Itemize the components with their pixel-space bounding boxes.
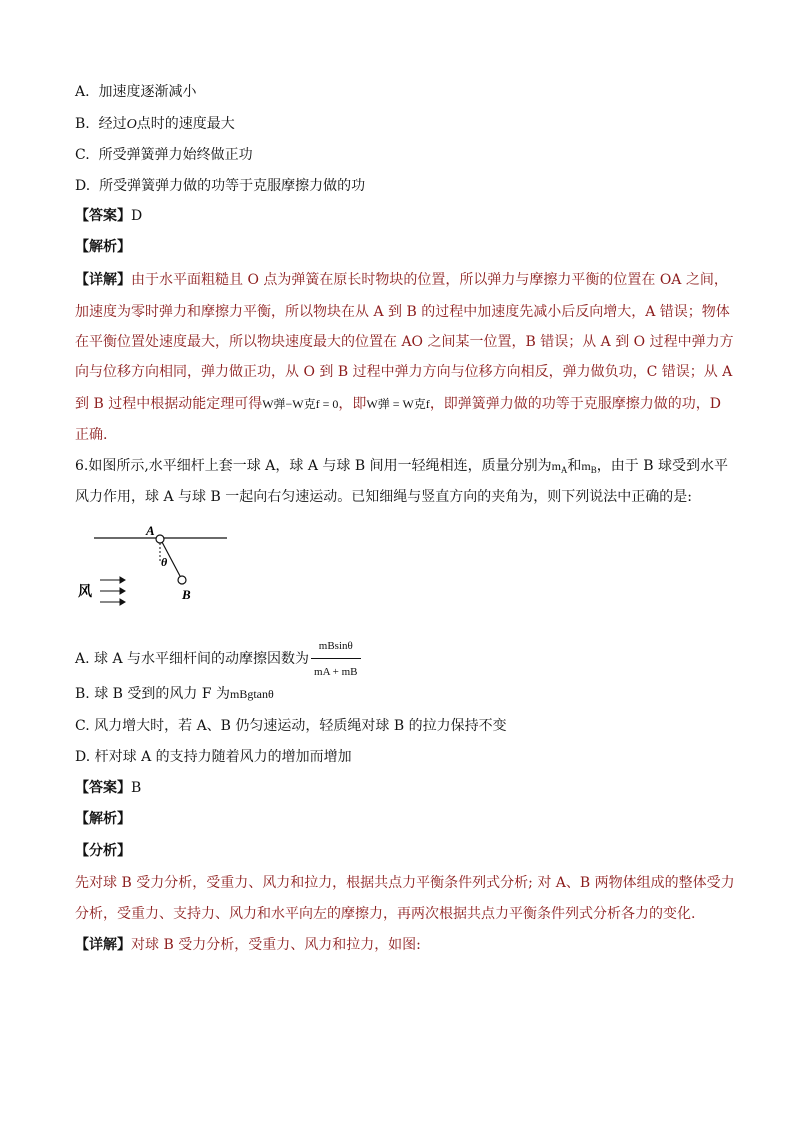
q6-option-d: D. 杆对球 A 的支持力随着风力的增加而增加 bbox=[75, 749, 352, 765]
q6-fenxi-tag: 【分析】 bbox=[75, 843, 131, 859]
q6-answer-tag: 【答案】 bbox=[75, 780, 131, 796]
q6-analysis-tag: 【解析】 bbox=[75, 811, 131, 827]
label-b: B bbox=[182, 587, 191, 602]
q6-answer-line bbox=[75, 778, 141, 798]
label-theta: θ bbox=[161, 555, 168, 569]
ball-b bbox=[178, 576, 186, 584]
detail-line-2: 加速度为零时弹力和摩擦力平衡，所以物块在从 A 到 B 的过程中加速度先减小后反向增大，A 错误；物体 bbox=[75, 304, 730, 320]
mass-a: $m_A$ bbox=[551, 459, 568, 475]
answer-tag: 【答案】 bbox=[75, 208, 131, 224]
q6-option-a: A. 球 A 与水平细杆间的动摩擦因数为 $\frac{mBsin\theta}{mA + mB}$ bbox=[75, 636, 361, 682]
label-wind: 风 bbox=[78, 584, 92, 600]
q6-option-b: B. 球 B 受到的风力 F 为mBgtanθ bbox=[75, 686, 274, 702]
q6-fenxi-line-1: 先对球 B 受力分析，受重力、风力和拉力，根据共点力平衡条件列式分析; 对 A、B 两物体组成的整体受力 bbox=[75, 875, 735, 891]
option-c: C. 所受弹簧弹力始终做正功 bbox=[75, 147, 253, 163]
detail-line-5: 到 B 过程中根据动能定理可得W弹−W克f = 0，即W弹 = W克f，即弹簧弹力做的功等于克服摩擦力做的功，D bbox=[75, 396, 722, 412]
wind-arrows bbox=[100, 577, 125, 605]
wind-force-expression: mBgtanθ bbox=[230, 687, 274, 701]
q6-option-c: C. 风力增大时，若 A、B 仍匀速运动，轻质绳对球 B 的拉力保持不变 bbox=[75, 718, 507, 734]
equation-work-1: W弹−W克f = 0 bbox=[262, 397, 339, 411]
analysis-tag: 【解析】 bbox=[75, 239, 131, 255]
option-a: A. 加速度逐渐减小 bbox=[75, 84, 197, 100]
question-figure bbox=[72, 518, 242, 610]
mass-b: $m_B$ bbox=[581, 459, 597, 475]
q6-fenxi-line-2: 分析，受重力、支持力、风力和水平向左的摩擦力，再两次根据共点力平衡条件列式分析各力的变化. bbox=[75, 906, 696, 922]
equation-work-2: W弹 = W克f bbox=[366, 397, 430, 411]
detail-line-4: 向与位移方向相同，弹力做正功，从 O 到 B 过程中弹力方向与位移方向相反，弹力做负功，C 错误；从 A bbox=[75, 364, 733, 380]
detail-line-6: 正确. bbox=[75, 427, 108, 443]
q6-detail-line: 【详解】对球 B 受力分析，受重力、风力和拉力，如图: bbox=[75, 937, 421, 953]
label-a: A bbox=[146, 523, 155, 538]
q6-answer-value: B bbox=[131, 780, 142, 796]
question-stem-line-1: 6.如图所示,水平细杆上套一球 A，球 A 与球 B 间用一轻绳相连，质量分别为$m_A$和$m_B$，由于 B 球受到水平 bbox=[75, 458, 728, 475]
detail-line-1: 【详解】由于水平面粗糙且 O 点为弹簧在原长时物块的位置，所以弹力与摩擦力平衡的位置在 OA 之间， bbox=[75, 272, 728, 288]
option-d: D. 所受弹簧弹力做的功等于克服摩擦力做的功 bbox=[75, 178, 366, 194]
detail-line-3: 在平衡位置处速度最大，所以物块速度最大的位置在 AO 之间某一位置，B 错误；从 A 到 O 过程中弹力方 bbox=[75, 334, 734, 350]
answer-line bbox=[75, 206, 142, 226]
question-stem-line-2: 风力作用，球 A 与球 B 一起向右匀速运动。已知细绳与竖直方向的夹角为，则下列说法中正确的是: bbox=[75, 489, 692, 505]
option-b: B. 经过O点时的速度最大 bbox=[75, 116, 235, 132]
ball-a bbox=[156, 535, 164, 543]
q6-detail-tag: 【详解】 bbox=[75, 937, 131, 953]
answer-value: D bbox=[131, 208, 143, 224]
friction-coefficient-fraction: $\frac{mBsin\theta}{mA + mB}$ bbox=[311, 636, 361, 682]
